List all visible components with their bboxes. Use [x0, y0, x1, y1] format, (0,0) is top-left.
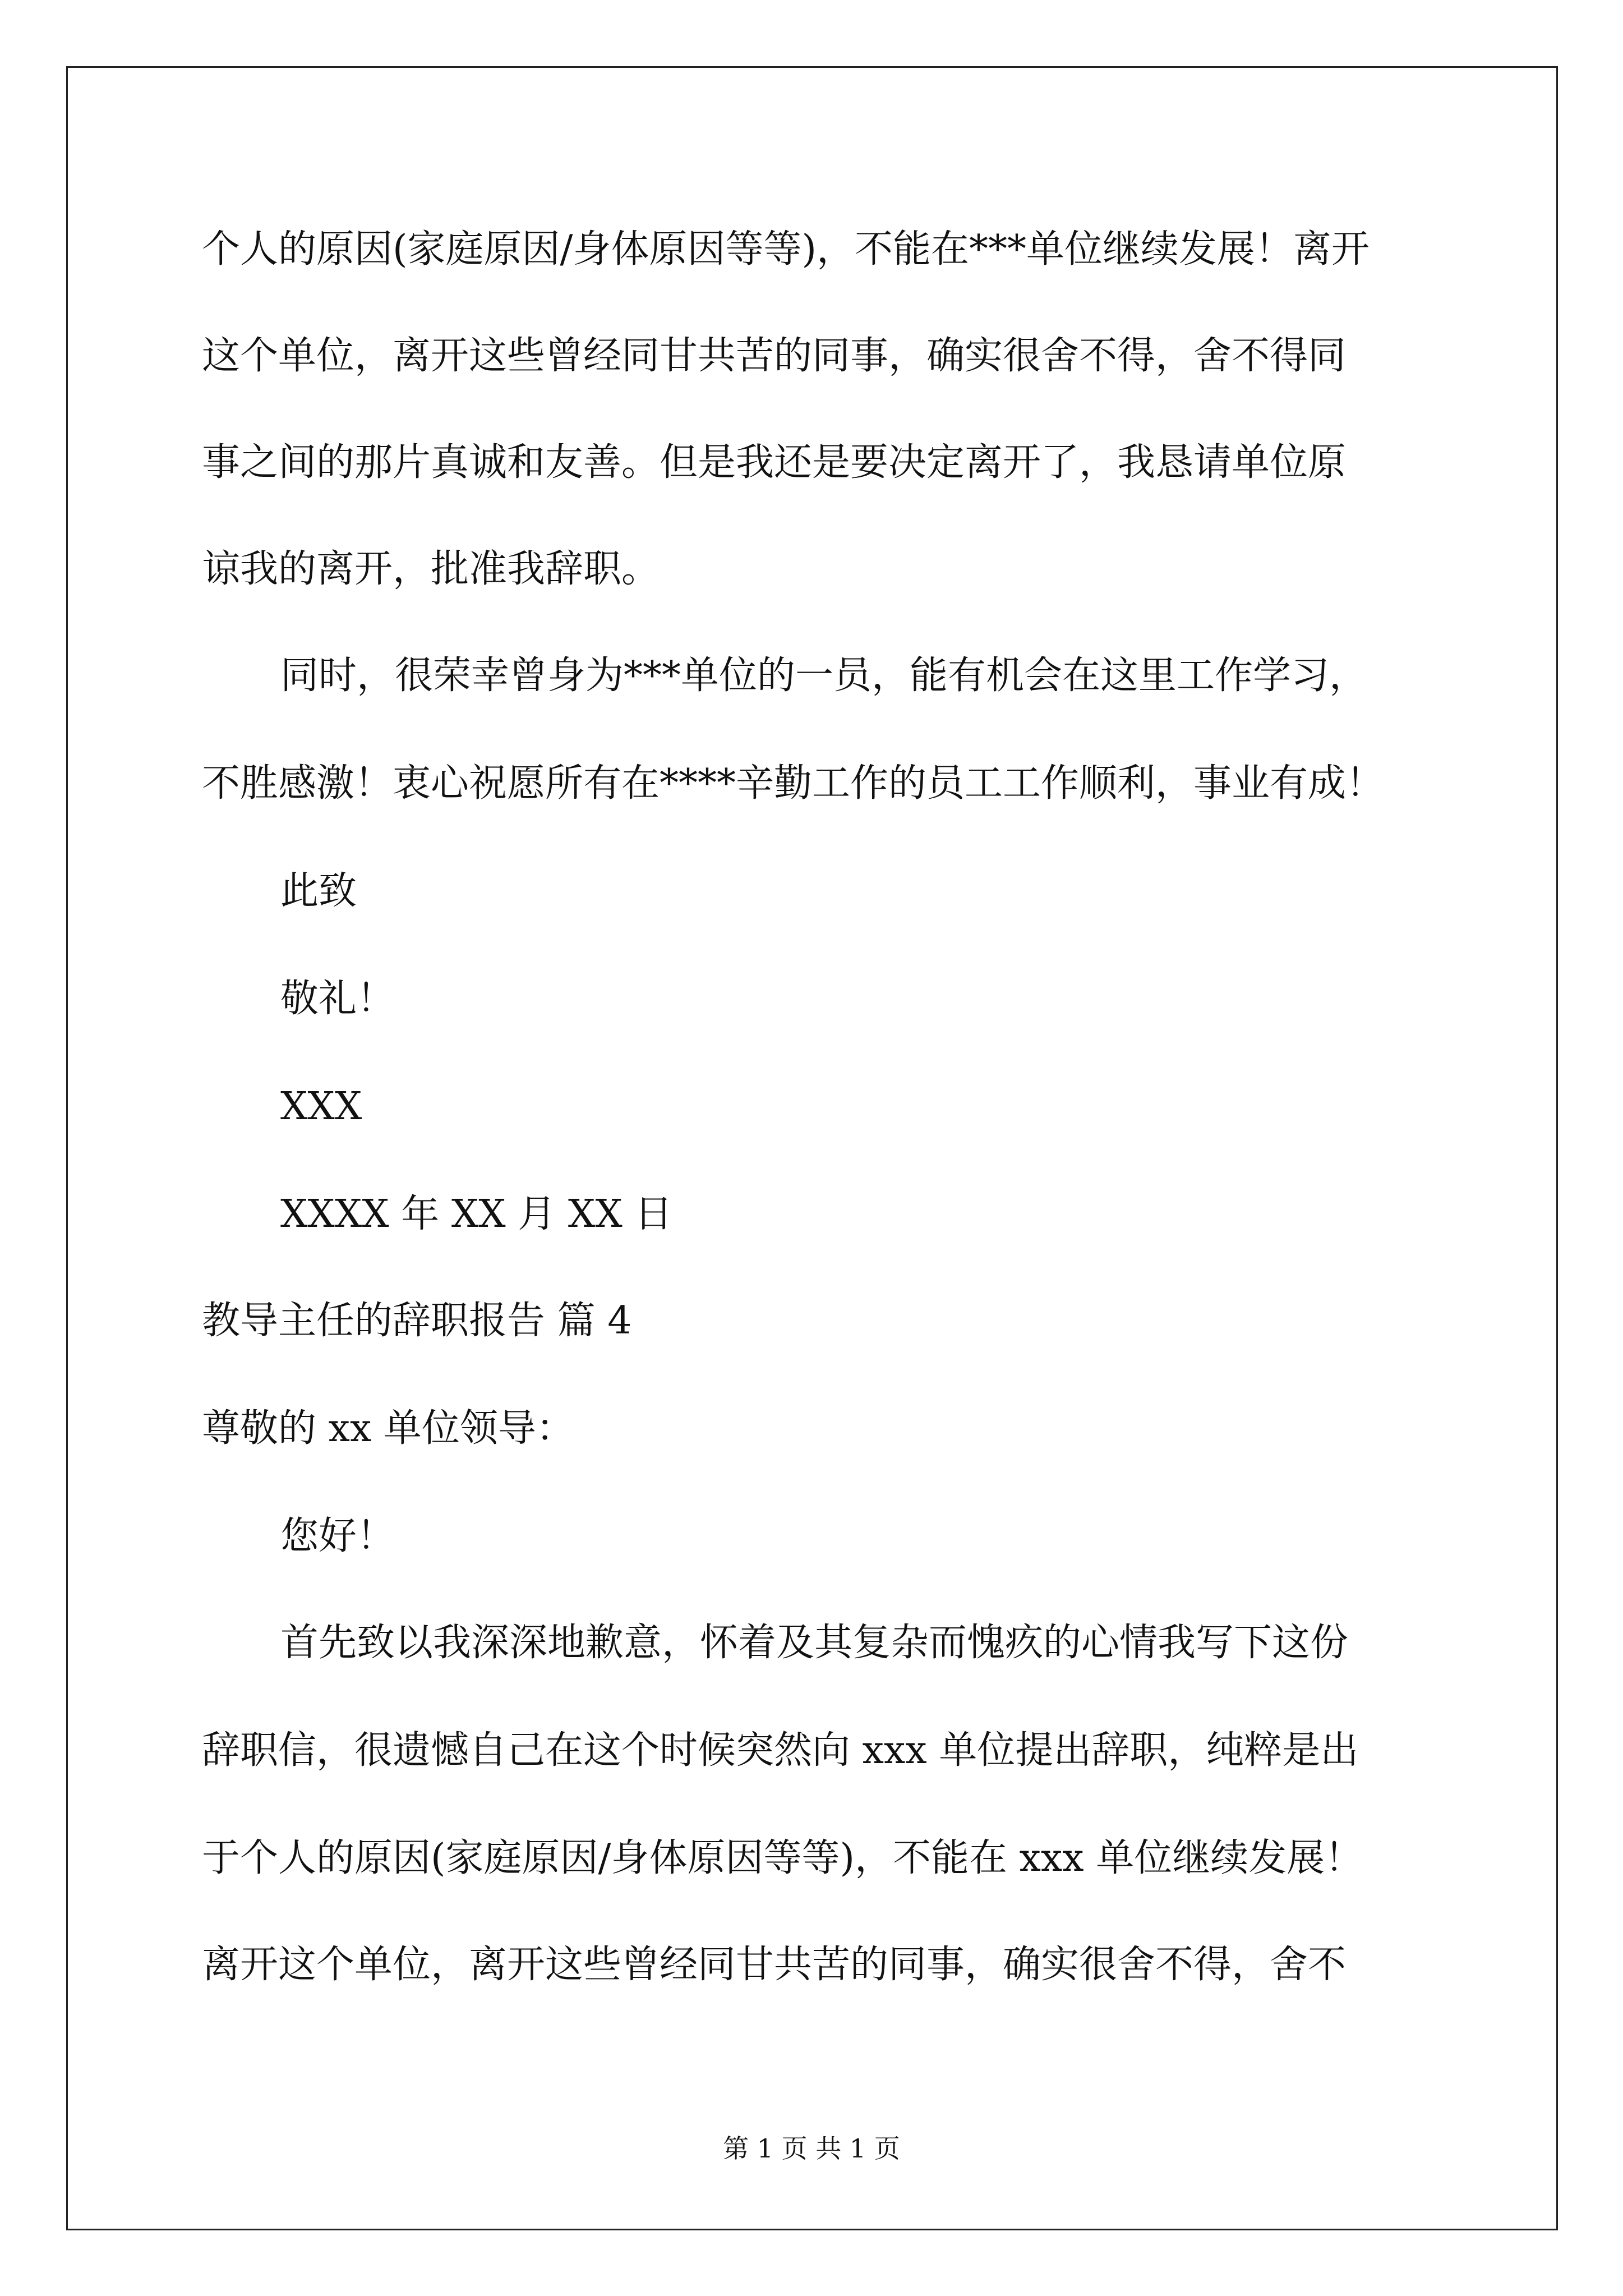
letter-greeting: 尊敬的 xx 单位领导： — [202, 1406, 574, 1451]
text-line-17: 离开这个单位，离开这些曾经同甘共苦的同事，确实很舍不得，舍不 — [202, 1943, 1347, 1987]
closing-salutation: 此致 — [280, 869, 357, 913]
text-line-5: 同时，很荣幸曾身为***单位的一员，能有机会在这里工作学习， — [280, 654, 1368, 698]
signature-date: XXXX 年 XX 月 XX 日 — [280, 1192, 673, 1236]
text-line-6: 不胜感激！衷心祝愿所有在****辛勤工作的员工工作顺利，事业有成！ — [202, 761, 1385, 806]
signature-name: XXX — [280, 1084, 362, 1129]
text-line-4: 谅我的离开，批准我辞职。 — [202, 547, 660, 591]
text-line-14: 首先致以我深深地歉意，怀着及其复杂而愧疚的心情我写下这份 — [280, 1621, 1349, 1665]
text-line-3: 事之间的那片真诚和友善。但是我还是要决定离开了，我恳请单位原 — [202, 440, 1347, 485]
text-line-2: 这个单位，离开这些曾经同甘共苦的同事，确实很舍不得，舍不得同 — [202, 334, 1347, 378]
section-heading: 教导主任的辞职报告 篇 4 — [202, 1299, 632, 1343]
closing-regards: 敬礼！ — [280, 977, 395, 1021]
page-footer: 第 1 页 共 1 页 — [723, 2133, 900, 2164]
text-line-16: 于个人的原因(家庭原因/身体原因等等)，不能在 xxx 单位继续发展！ — [202, 1836, 1363, 1880]
text-line-15: 辞职信，很遗憾自己在这个时候突然向 xxx 单位提出辞职，纯粹是出 — [202, 1728, 1359, 1773]
letter-hello: 您好！ — [280, 1514, 395, 1558]
text-line-1: 个人的原因(家庭原因/身体原因等等)，不能在***单位继续发展！离开 — [202, 227, 1370, 272]
page-border — [66, 66, 1558, 2230]
